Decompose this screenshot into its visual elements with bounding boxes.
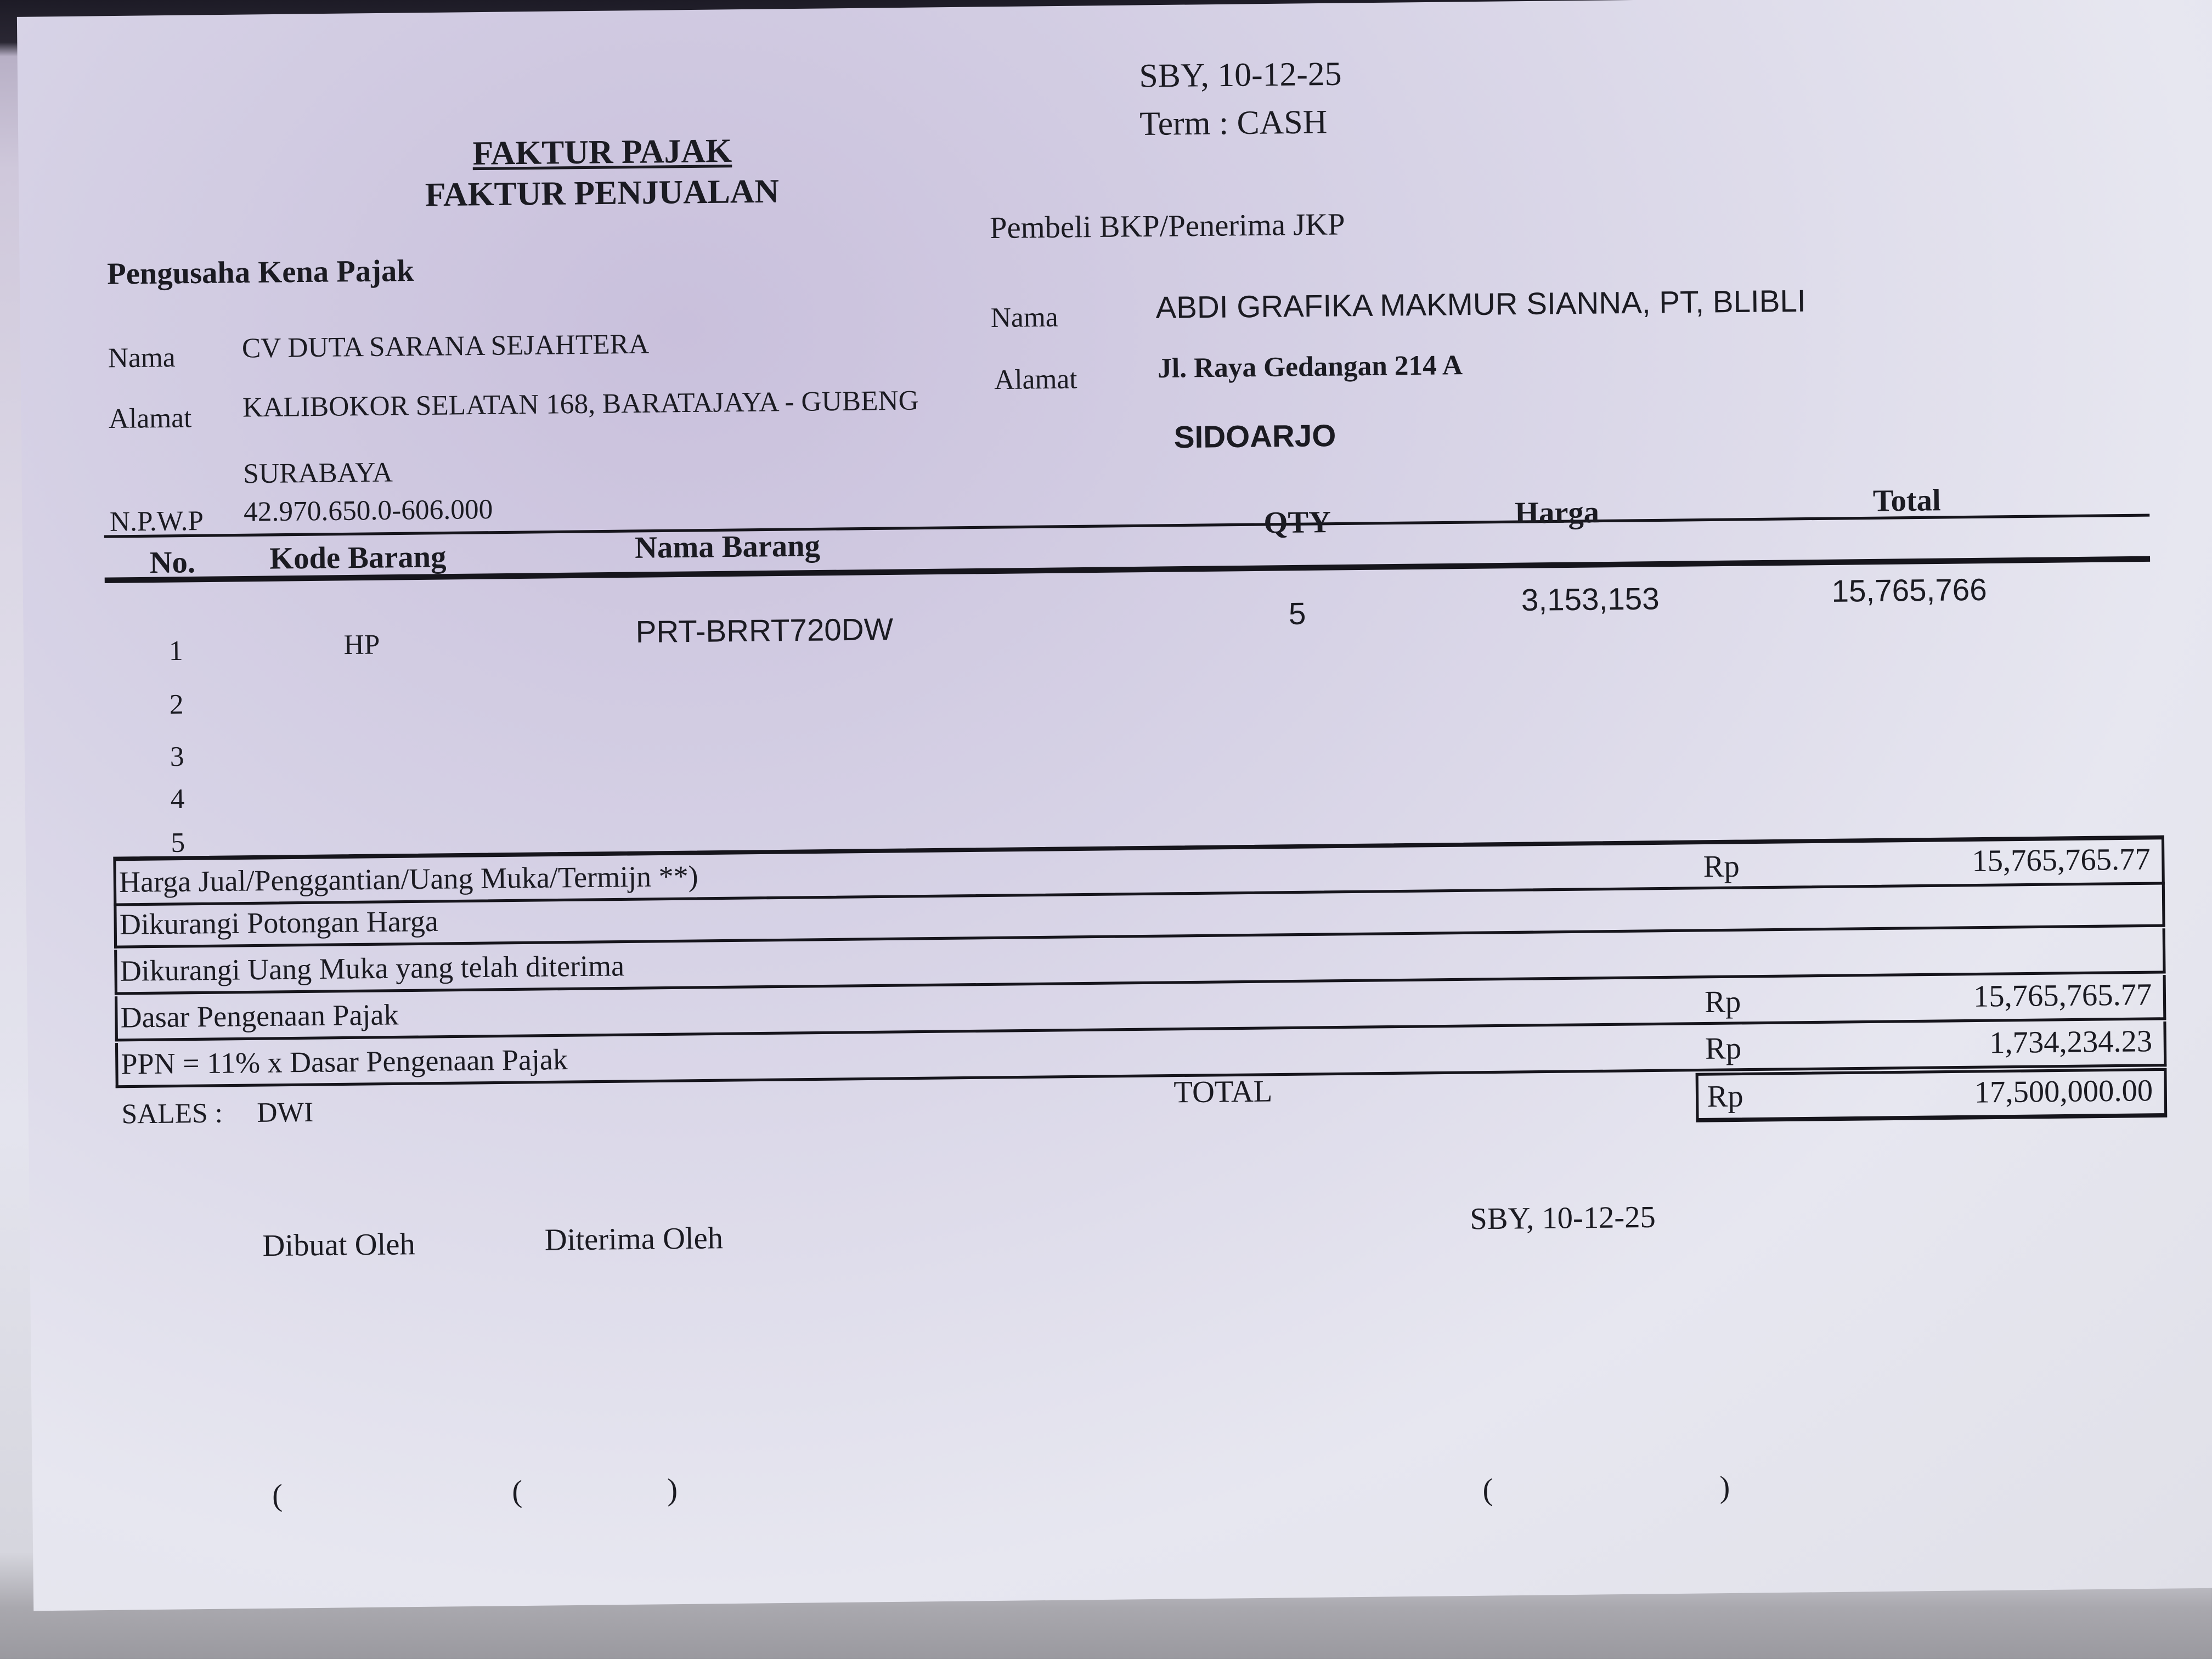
row-price: 3,153,153	[1521, 580, 1660, 618]
total-currency: Rp	[1707, 1078, 1743, 1114]
column-header-no: No.	[149, 544, 196, 580]
column-header-price: Harga	[1514, 494, 1600, 531]
sales-name: DWI	[257, 1097, 314, 1129]
column-header-code: Kode Barang	[269, 538, 447, 576]
buyer-address-line1: Jl. Raya Gedangan 214 A	[1157, 350, 1463, 385]
buyer-name-label: Nama	[990, 302, 1058, 334]
summary-label: PPN = 11% x Dasar Pengenaan Pajak	[121, 1042, 568, 1081]
signature-place-date: SBY, 10-12-25	[1470, 1199, 1656, 1237]
summary-amount: 15,765,765.77	[1972, 841, 2151, 878]
summary-amount: 15,765,765.77	[1973, 976, 2152, 1014]
seller-address-line2: SURABAYA	[243, 457, 393, 490]
total-amount: 17,500,000.00	[1974, 1072, 2153, 1110]
seller-section-label: Pengusaha Kena Pajak	[106, 252, 415, 291]
table-row-no: 2	[169, 689, 184, 721]
summary-amount: 1,734,234.23	[1989, 1023, 2153, 1060]
row-no: 1	[168, 636, 183, 668]
summary-label: Dikurangi Potongan Harga	[119, 904, 439, 941]
seller-address-label: Alamat	[108, 403, 192, 435]
buyer-name: ABDI GRAFIKA MAKMUR SIANNA, PT, BLIBLI	[1155, 283, 1806, 325]
buyer-address-label: Alamat	[994, 364, 1077, 396]
seller-name-label: Nama	[108, 342, 176, 375]
buyer-section-label: Pembeli BKP/Penerima JKP	[989, 206, 1345, 245]
signature-bracket-open: (	[272, 1477, 283, 1513]
row-qty: 5	[1288, 596, 1306, 631]
document-title: FAKTUR PAJAK	[472, 133, 732, 173]
header-term: Term : CASH	[1139, 104, 1328, 144]
signature-bracket-close: )	[667, 1471, 678, 1507]
summary-label: Dasar Pengenaan Pajak	[120, 997, 399, 1035]
seller-address-line1: KALIBOKOR SELATAN 168, BARATAJAYA - GUBENG	[242, 385, 919, 424]
row-code: HP	[343, 629, 380, 661]
made-by-label: Dibuat Oleh	[262, 1226, 416, 1263]
seller-name: CV DUTA SARANA SEJAHTERA	[241, 329, 650, 365]
row-item-name: PRT-BRRT720DW	[635, 611, 894, 650]
document-subtitle: FAKTUR PENJUALAN	[425, 174, 780, 215]
received-by-label: Diterima Oleh	[544, 1220, 724, 1257]
header-place-date: SBY, 10-12-25	[1139, 57, 1342, 96]
buyer-address-line2: SIDOARJO	[1173, 417, 1336, 455]
row-total: 15,765,766	[1831, 572, 1987, 609]
summary-label: Harga Jual/Penggantian/Uang Muka/Termijn **)	[119, 859, 698, 899]
summary-currency: Rp	[1704, 983, 1741, 1019]
signature-bracket-open: (	[1482, 1471, 1493, 1507]
signature-bracket-close: )	[1719, 1469, 1730, 1505]
sales-label: SALES :	[121, 1098, 223, 1131]
table-row-no: 5	[171, 827, 185, 859]
column-header-total: Total	[1872, 482, 1941, 518]
column-header-name: Nama Barang	[634, 527, 821, 565]
summary-currency: Rp	[1703, 848, 1740, 884]
column-header-qty: QTY	[1263, 504, 1331, 540]
summary-label: Dikurangi Uang Muka yang telah diterima	[120, 949, 625, 988]
table-row-no: 4	[170, 784, 185, 815]
signature-bracket-open: (	[511, 1473, 523, 1509]
invoice-document	[17, 0, 2212, 1611]
seller-npwp-label: N.P.W.P	[109, 506, 204, 538]
seller-npwp: 42.970.650.0-606.000	[243, 494, 493, 528]
table-row-no: 3	[170, 742, 184, 773]
total-label: TOTAL	[1173, 1073, 1273, 1110]
summary-currency: Rp	[1705, 1030, 1742, 1066]
grand-total-box	[1696, 1068, 2168, 1122]
